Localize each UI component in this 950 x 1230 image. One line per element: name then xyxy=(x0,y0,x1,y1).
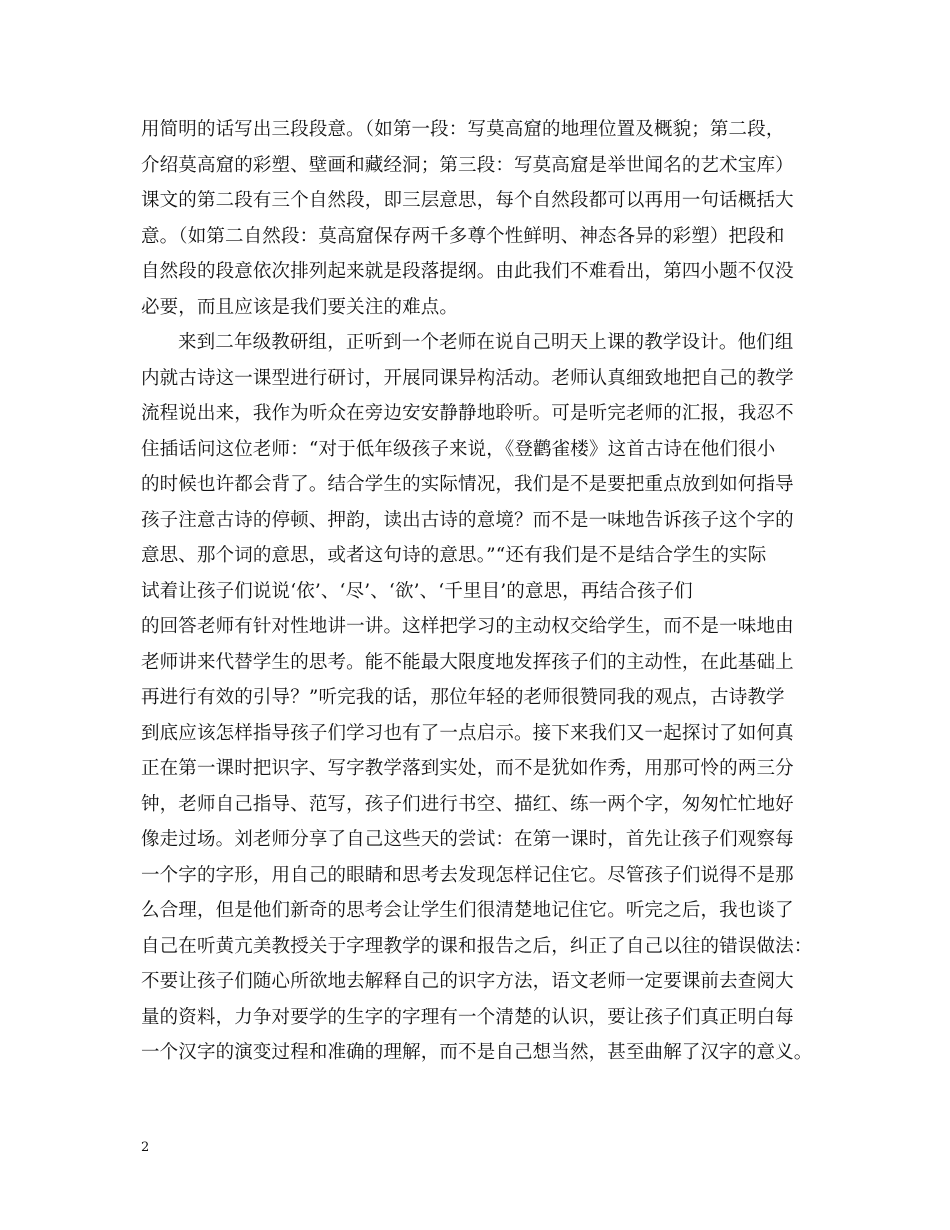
text-line: 自己在听黄亢美教授关于字理教学的课和报告之后，纠正了自己以往的错误做法： xyxy=(141,935,813,957)
text-line: 量的资料，力争对要学的生字的字理有一个清楚的认识，要让孩子们真正明白每 xyxy=(141,1006,794,1028)
text-line: 老师讲来代替学生的思考。能不能最大限度地发挥孩子们的主动性，在此基础上 xyxy=(141,651,794,673)
text-line: 一个汉字的演变过程和准确的理解，而不是自己想当然，甚至曲解了汉字的意义。 xyxy=(141,1042,813,1063)
text-line: 么合理，但是他们新奇的思考会让学生们很清楚地记住它。听完之后，我也谈了 xyxy=(141,900,794,921)
text-line: 意。（如第二自然段：莫高窟保存两千多尊个性鲜明、神态各异的彩塑）把段和 xyxy=(141,225,785,247)
text-line: 孩子注意古诗的停顿、押韵，读出古诗的意境？而不是一味地告诉孩子这个字的 xyxy=(141,509,794,531)
text-line: 内就古诗这一课型进行研讨，开展同课异构活动。老师认真细致地把自己的教学 xyxy=(141,367,794,389)
text-line: 课文的第二段有三个自然段，即三层意思，每个自然段都可以再用一句话概括大 xyxy=(141,190,794,211)
text-line: 像走过场。刘老师分享了自己这些天的尝试：在第一课时，首先让孩子们观察每 xyxy=(141,829,794,850)
paragraph-first-line: 来到二年级教研组，正听到一个老师在说自己明天上课的教学设计。他们组 xyxy=(178,332,794,353)
body-text xyxy=(141,112,831,1071)
text-line: 到底应该怎样指导孩子们学习也有了一点启示。接下来我们又一起探讨了如何真 xyxy=(141,722,794,744)
text-line: 自然段的段意依次排列起来就是段落提纲。由此我们不难看出，第四小题不仅没 xyxy=(141,261,794,282)
text-line: 必要，而且应该是我们要关注的难点。 xyxy=(141,296,459,318)
text-line: 的回答老师有针对性地讲一讲。这样把学习的主动权交给学生，而不是一味地由 xyxy=(141,616,794,637)
text-line: 用简明的话写出三段段意。（如第一段：写莫高窟的地理位置及概貌；第二段， xyxy=(141,119,785,140)
text-line: 流程说出来，我作为听众在旁边安安静静地聆听。可是听完老师的汇报，我忍不 xyxy=(141,403,794,424)
text-line: 的时候也许都会背了。结合学生的实际情况，我们是不是要把重点放到如何指导 xyxy=(141,474,794,495)
text-line: 再进行有效的引导？”听完我的话，那位年轻的老师很赞同我的观点，古诗教学 xyxy=(141,687,785,708)
text-line: 正在第一课时把识字、写字教学落到实处，而不是犹如作秀，用那可怜的两三分 xyxy=(141,758,794,779)
text-line: 意思、那个词的意思，或者这句诗的意思。”“还有我们是不是结合学生的实际 xyxy=(141,545,767,566)
text-line: 一个字的字形，用自己的眼睛和思考去发现怎样记住它。尽管孩子们说得不是那 xyxy=(141,864,794,886)
text-line: 钟，老师自己指导、范写，孩子们进行书空、描红、练一两个字，匆匆忙忙地好 xyxy=(141,793,794,815)
text-line: 不要让孩子们随心所欲地去解释自己的识字方法，语文老师一定要课前去查阅大 xyxy=(141,971,794,992)
text-line: 住插话问这位老师：“对于低年级孩子来说，《登鹳雀楼》这首古诗在他们很小 xyxy=(141,438,776,460)
text-line: 介绍莫高窟的彩塑、壁画和藏经洞；第三段：写莫高窟是举世闻名的艺术宝库） xyxy=(141,154,794,176)
text-line: 试着让孩子们说说‘依’、‘尽’、‘欲’、‘千里目’的意思，再结合孩子们 xyxy=(141,580,693,602)
page-number: 2 xyxy=(141,1140,150,1155)
